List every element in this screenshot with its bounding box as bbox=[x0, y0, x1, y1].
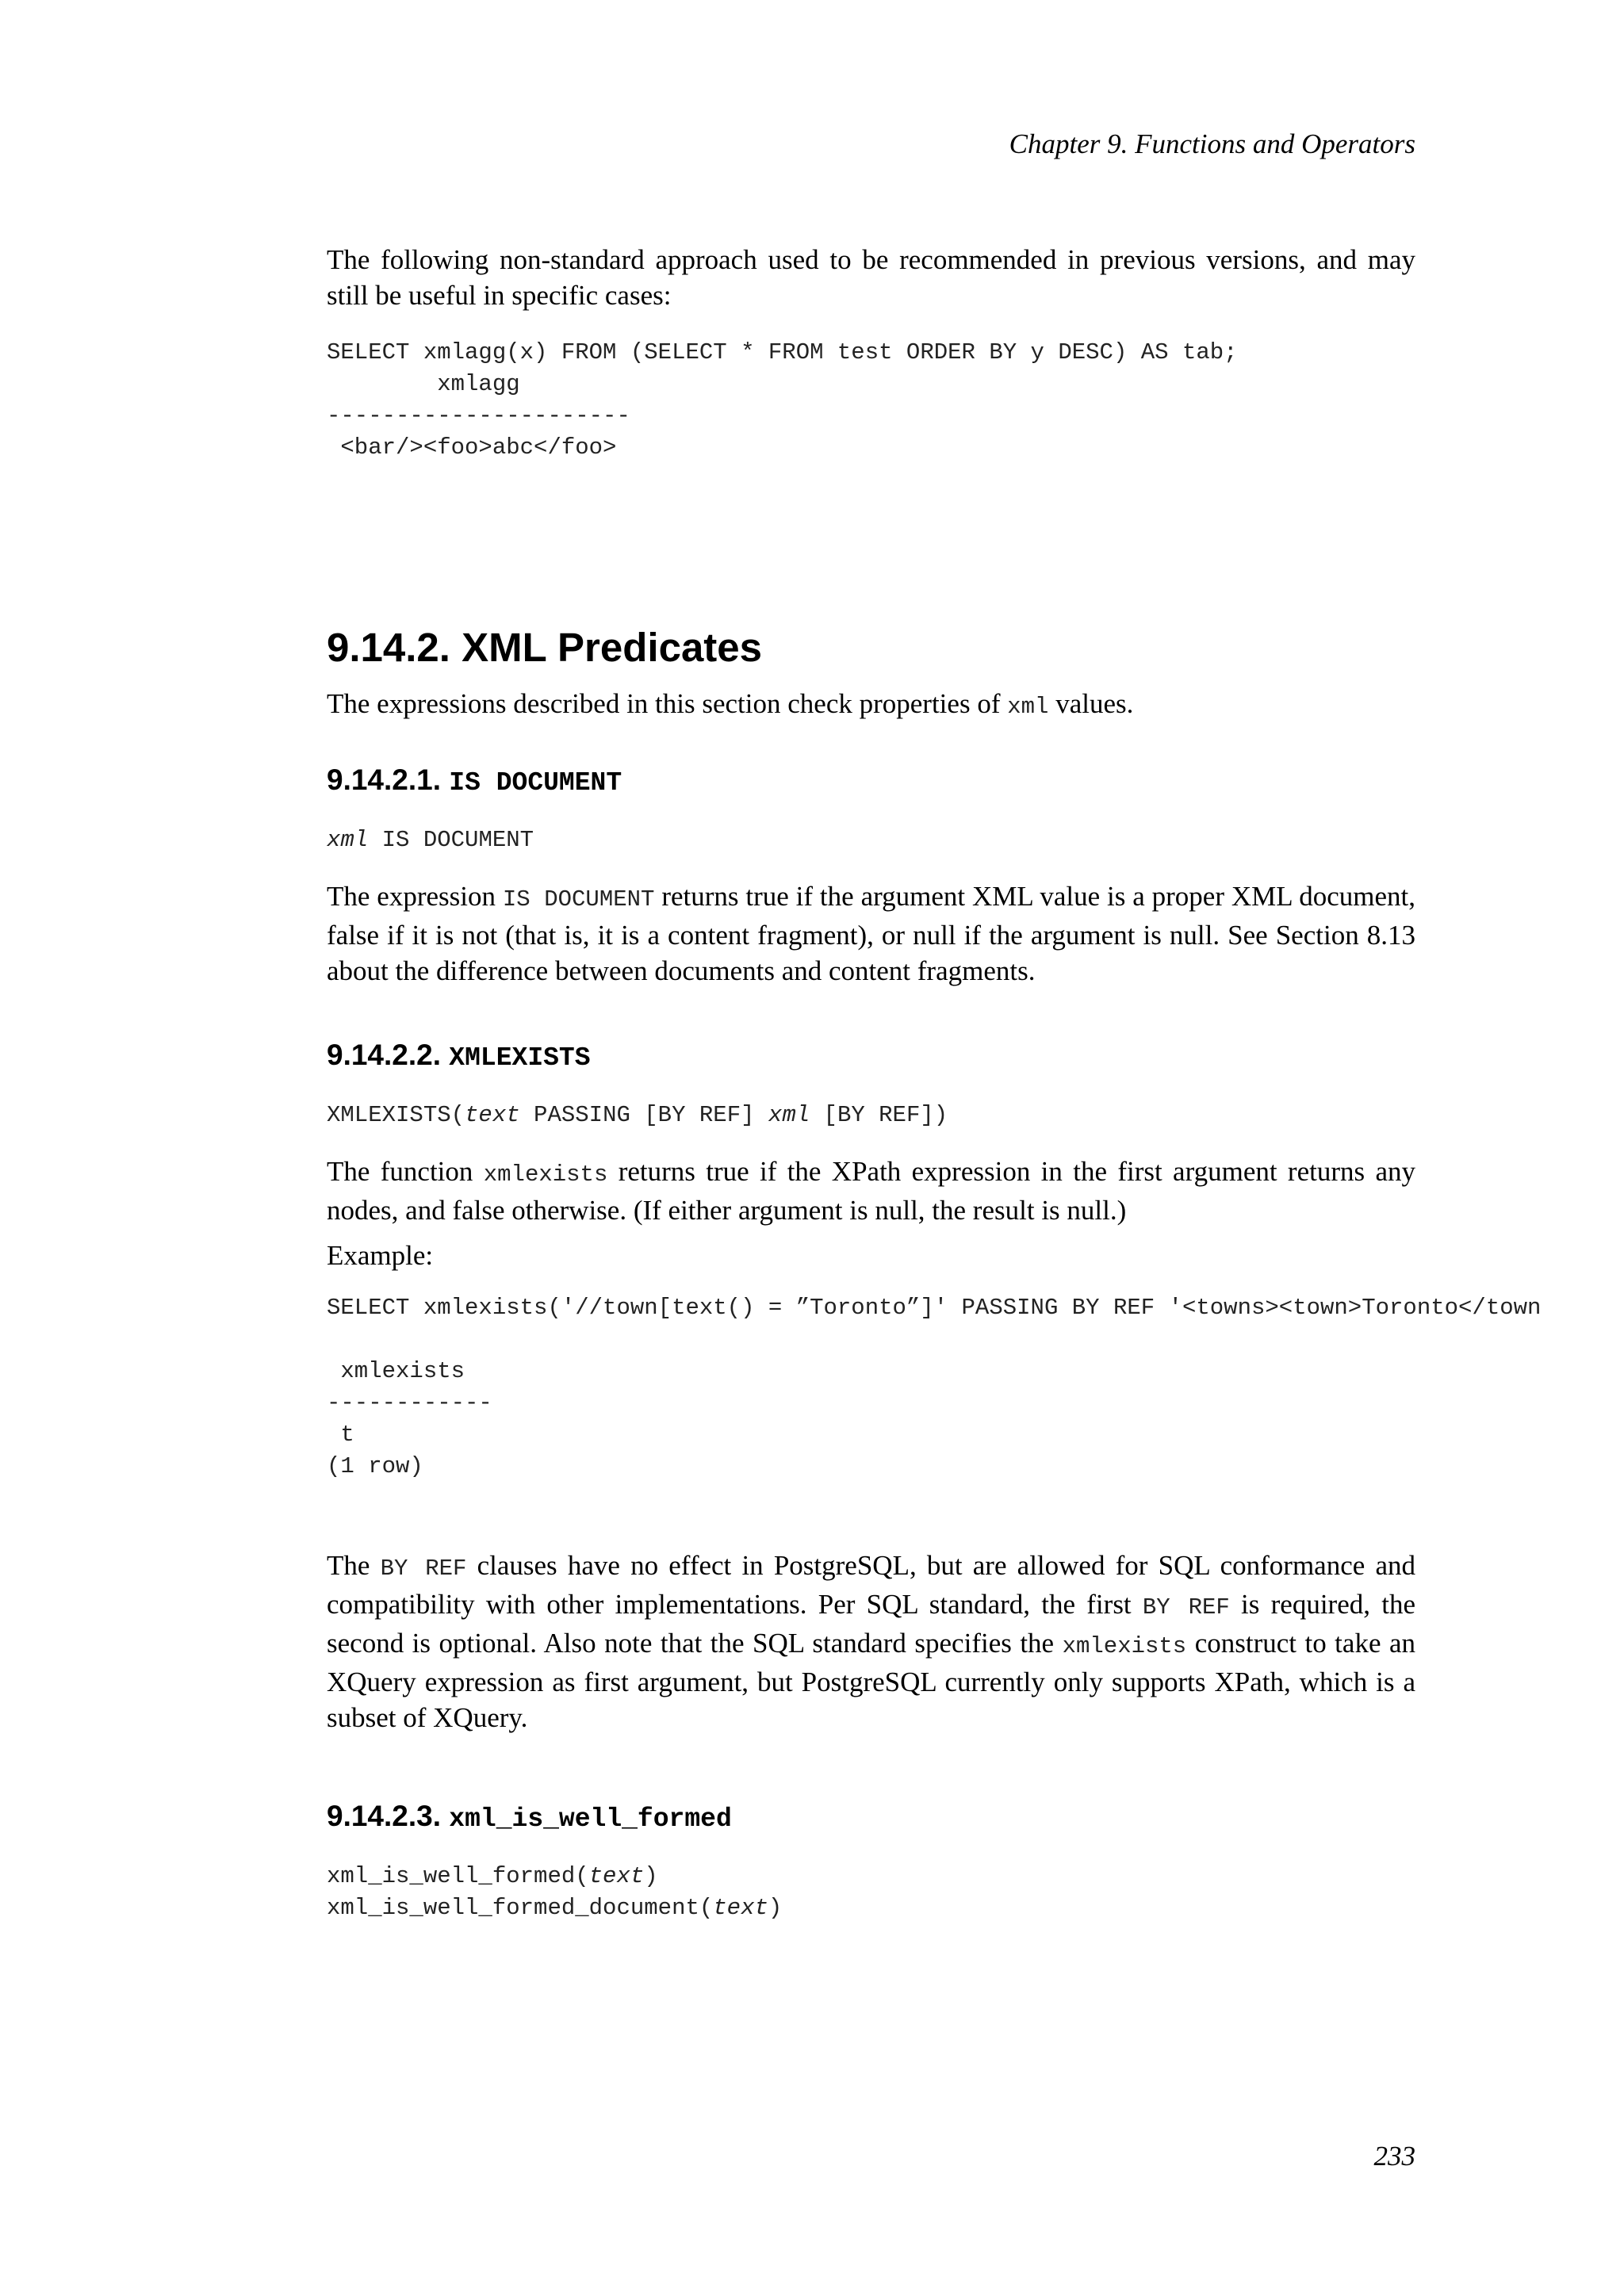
by-ref-note: The BY REF clauses have no effect in PostgreSQL, but are allowed for SQL conformance and compatibility with other implementations. Per SQL standard, the first BY REF is required, the second is optional. Also note that the SQL standard specifies the xmlexists construct to take an XQuery expression as first argument, but PostgreSQL currently only supports XPath, which is a subset of XQuery. bbox=[327, 1550, 1415, 1733]
example-label: Example: bbox=[327, 1240, 434, 1271]
page-number: 233 bbox=[1373, 2141, 1415, 2172]
code-block-xmlexists bbox=[327, 1292, 1542, 1483]
section-intro: The expressions described in this section check properties of xml values. bbox=[327, 688, 1134, 720]
subsection-heading-xmlexists: 9.14.2.2. XMLEXISTS bbox=[327, 1039, 591, 1073]
inline-code: xmlexists bbox=[1062, 1633, 1187, 1659]
subsection-heading-is-document: 9.14.2.1. IS DOCUMENT bbox=[327, 763, 622, 798]
code-line: ------------ bbox=[327, 1390, 492, 1416]
code-line: SELECT xmlexists('//town[text() = ”Toronto”]' PASSING BY REF '<towns><town>Toronto</town bbox=[327, 1295, 1542, 1321]
is-document-description: The expression IS DOCUMENT returns true if the argument XML value is a proper XML document, false if it is not (that is, it is a content fragment), or null if the argument is null. See Section 8.13 about the difference between documents and content fragments. bbox=[327, 881, 1415, 986]
code-line: <bar/><foo>abc</foo> bbox=[327, 434, 617, 461]
code-line: ---------------------- bbox=[327, 403, 630, 429]
subsection-heading-xml-is-well-formed: 9.14.2.3. xml_is_well_formed bbox=[327, 1800, 732, 1834]
code-line: xmlagg bbox=[327, 371, 520, 397]
syntax-xml-is-well-formed: xml_is_well_formed(text) xml_is_well_formed_document(text) bbox=[327, 1863, 783, 1921]
xmlexists-description: The function xmlexists returns true if the XPath expression in the first argument returns any nodes, and false otherwise. (If either argument is null, the result is null.) bbox=[327, 1156, 1415, 1226]
inline-code: BY REF bbox=[1142, 1594, 1230, 1621]
page-content bbox=[327, 242, 1542, 1924]
inline-code: BY REF bbox=[380, 1556, 467, 1582]
code-line: xmlexists bbox=[327, 1358, 465, 1384]
code-line: SELECT xmlagg(x) FROM (SELECT * FROM test ORDER BY y DESC) AS tab; bbox=[327, 339, 1238, 365]
inline-code: IS DOCUMENT bbox=[502, 886, 655, 913]
code-line: t bbox=[327, 1422, 354, 1448]
inline-code: xmlexists bbox=[483, 1161, 608, 1188]
running-header: Chapter 9. Functions and Operators bbox=[1009, 128, 1415, 159]
code-block-xmlagg bbox=[327, 337, 1415, 464]
intro-paragraph: The following non-standard approach used to be recommended in previous versions, and may still be useful in specific cases: bbox=[327, 244, 1415, 311]
code-line: (1 row) bbox=[327, 1453, 423, 1479]
section-heading: 9.14.2. XML Predicates bbox=[327, 625, 763, 670]
syntax-xmlexists: XMLEXISTS(text PASSING [BY REF] xml [BY REF]) bbox=[327, 1102, 948, 1128]
syntax-is-document: xml IS DOCUMENT bbox=[327, 827, 534, 853]
inline-code: xml bbox=[1007, 694, 1049, 720]
